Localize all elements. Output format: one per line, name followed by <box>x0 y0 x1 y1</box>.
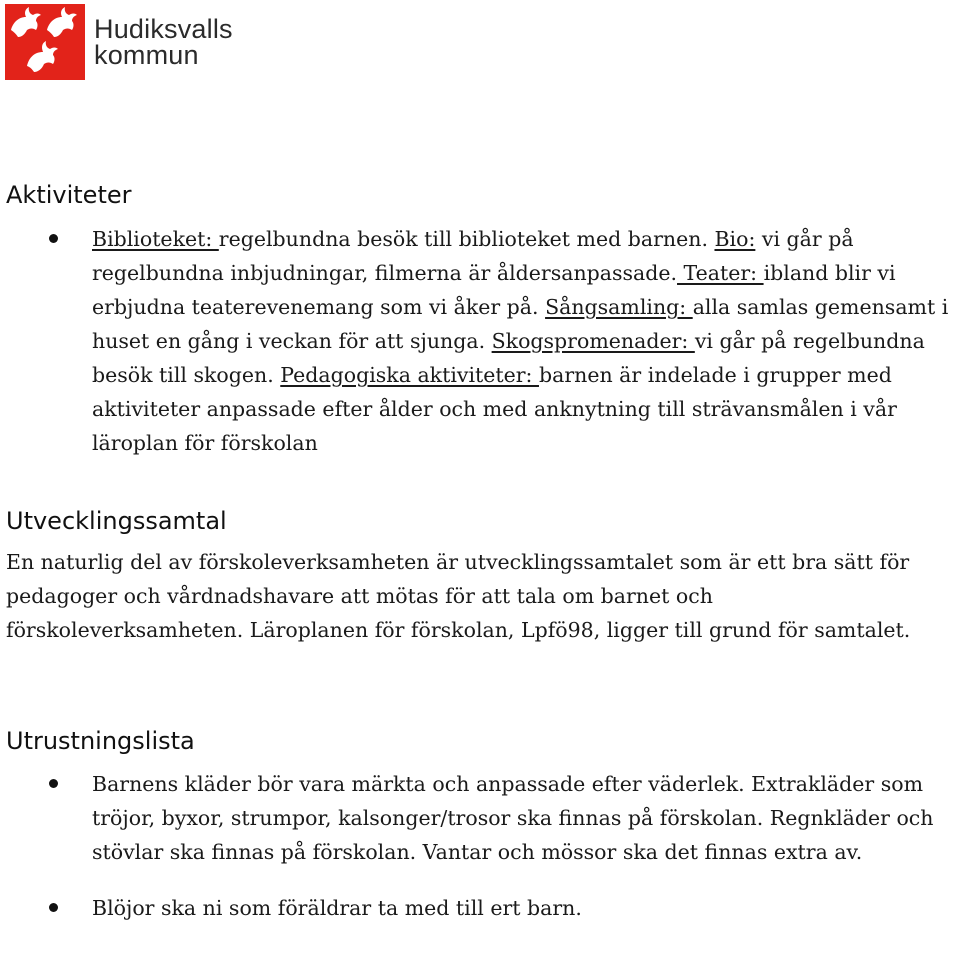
logo-line-1: Hudiksvalls <box>94 14 233 44</box>
bibliotek-text: regelbundna besök till biblioteket med barnen. <box>218 227 715 251</box>
logo-wordmark <box>94 16 233 68</box>
goat-heads-crest-icon <box>5 4 85 80</box>
pedagogiska-label: Pedagogiska aktiviteter: <box>280 363 539 387</box>
municipality-logo <box>5 4 233 80</box>
teater-text: ibland blir vi erbjudna teaterevenemang som vi åker på. <box>92 261 896 319</box>
logo-line-2: kommun <box>94 40 199 70</box>
bibliotek-label: Biblioteket: <box>92 227 219 251</box>
utrustning-item-1: Barnens kläder bör vara märkta och anpassade efter väderlek. Extrakläder som tröjor, byxor, strumpor, kalsonger/trosor ska finnas på förskolan. Regnkläder och stövlar ska finnas på förskolan. Vantar och mössor ska det finnas extra av. <box>92 772 934 864</box>
bullet-icon <box>49 234 58 243</box>
skogspromenader-label: Skogspromenader: <box>491 329 695 353</box>
utrustning-item-2: Blöjor ska ni som föräldrar ta med till ert barn. <box>92 896 582 920</box>
list-item <box>92 222 952 460</box>
heading-aktiviteter: Aktiviteter <box>6 181 132 209</box>
teater-label: Teater: <box>677 261 764 285</box>
sangsamling-label: Sångsamling: <box>545 295 693 319</box>
list-item <box>92 891 952 925</box>
aktiviteter-list <box>92 222 952 460</box>
utvecklingssamtal-paragraph: En naturlig del av förskoleverksamheten är utvecklingssamtalet som är ett bra sätt för pedagoger och vårdnadshavare att mötas för att tala om barnet och förskoleverksamheten. Läroplanen för förskolan, Lpfö98, ligger till grund för samtalet. <box>6 550 911 642</box>
heading-utrustningslista: Utrustningslista <box>6 727 195 755</box>
pedagogiska-text: barnen är indelade i grupper med aktiviteter anpassade efter ålder och med anknytning till strävansmålen i vår läroplan för förskolan <box>92 363 897 455</box>
utrustningslista-list <box>92 767 952 925</box>
bullet-icon <box>49 903 58 912</box>
bio-label: Bio: <box>714 227 756 251</box>
list-item <box>92 767 952 869</box>
bio-text: vi går på regelbundna inbjudningar, filmerna är åldersanpassade. <box>92 227 854 285</box>
sangsamling-text: alla samlas gemensamt i huset en gång i veckan för att sjunga. <box>92 295 949 353</box>
bullet-icon <box>49 779 58 788</box>
skogspromenader-text: vi går på regelbundna besök till skogen. <box>92 329 925 387</box>
heading-utvecklingssamtal: Utvecklingssamtal <box>6 507 227 535</box>
